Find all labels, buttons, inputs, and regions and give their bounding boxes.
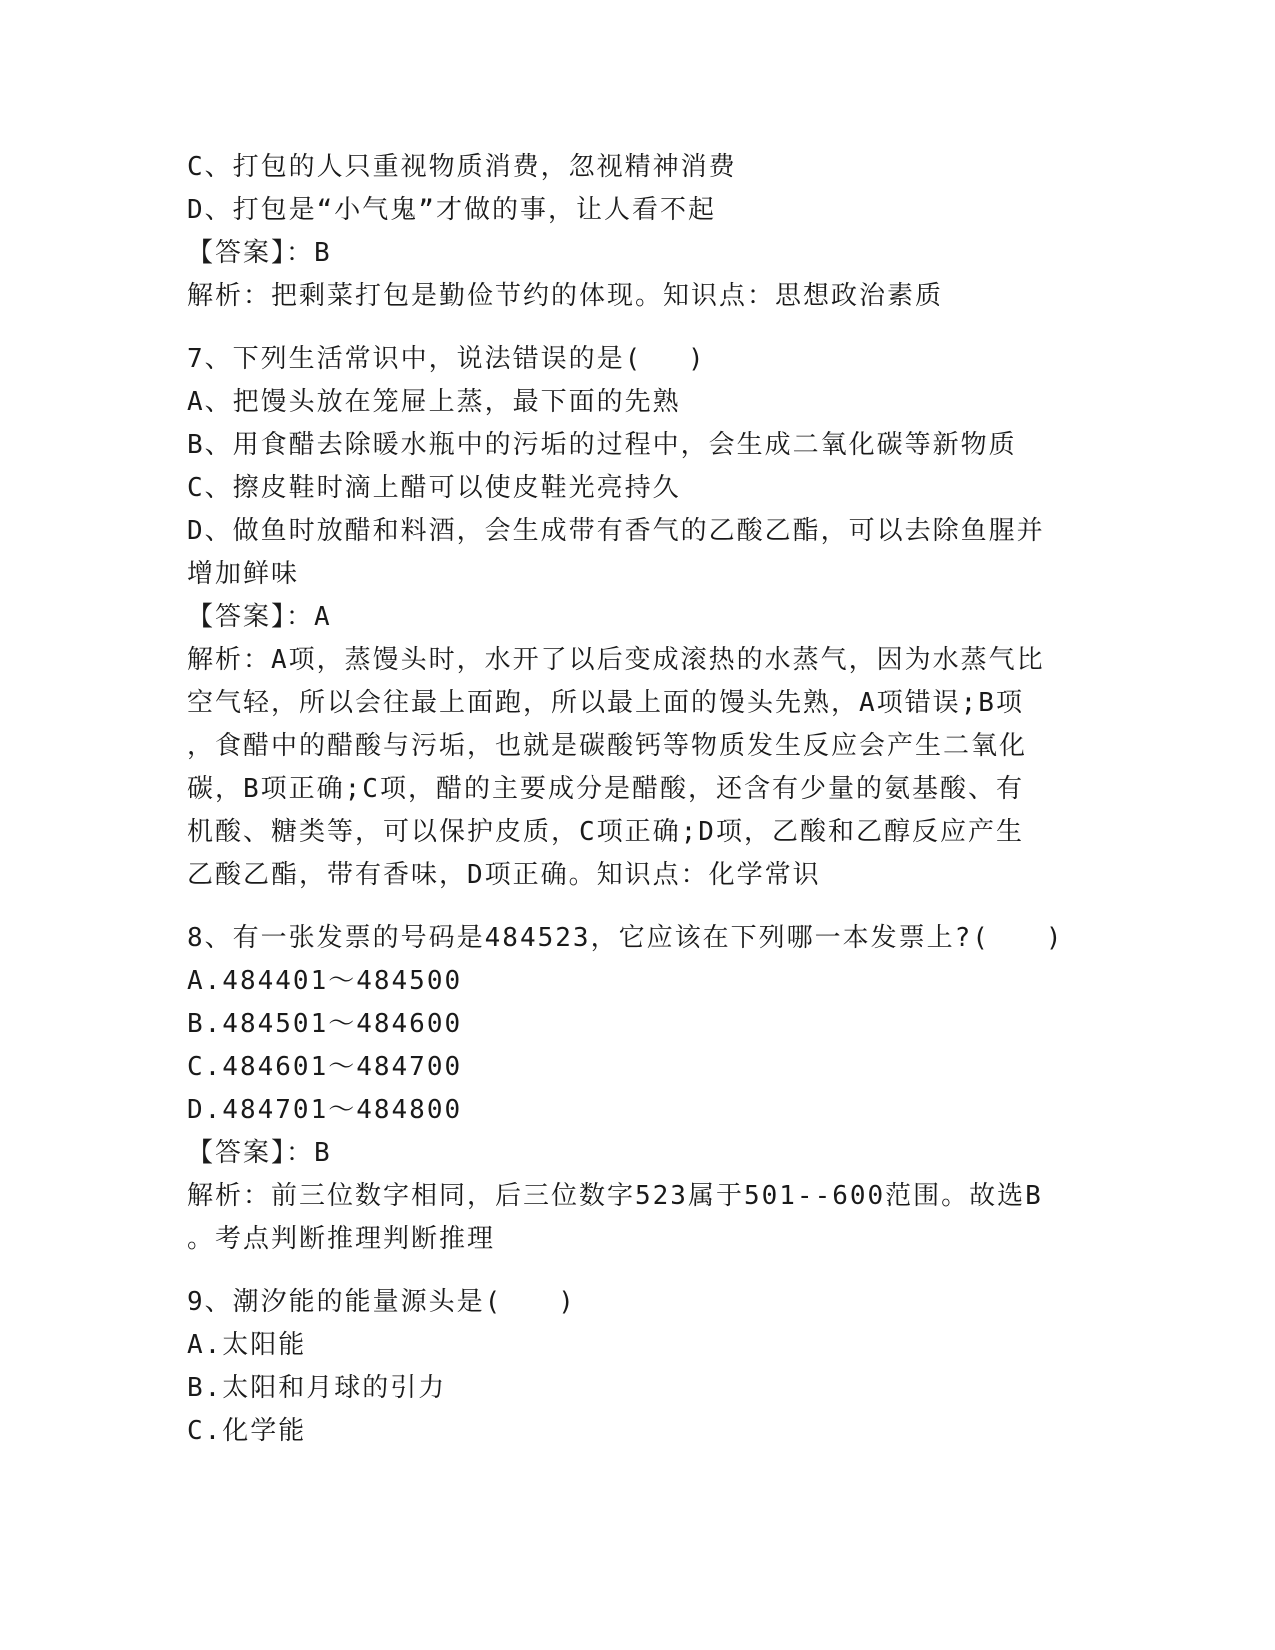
q8-option-c: C.484601～484700 xyxy=(187,1052,463,1082)
q7-option-a: A、把馒头放在笼屉上蒸，最下面的先熟 xyxy=(187,387,681,417)
q7-analysis-line-1: 解析：A项，蒸馒头时，水开了以后变成滚热的水蒸气，因为水蒸气比 xyxy=(187,645,1045,675)
q7-option-c: C、擦皮鞋时滴上醋可以使皮鞋光亮持久 xyxy=(187,473,681,503)
q9-option-a: A.太阳能 xyxy=(187,1330,307,1360)
q9-option-c: C.化学能 xyxy=(187,1416,307,1446)
q7-option-d-cont: 增加鲜味 xyxy=(187,559,300,589)
question-6-tail xyxy=(187,146,1087,318)
q7-answer: 【答案】：A xyxy=(187,602,332,632)
q7-option-b: B、用食醋去除暖水瓶中的污垢的过程中，会生成二氧化碳等新物质 xyxy=(187,430,1017,460)
spacer xyxy=(187,897,1087,917)
q7-option-d: D、做鱼时放醋和料酒，会生成带有香气的乙酸乙酯，可以去除鱼腥并 xyxy=(187,516,1045,546)
q7-analysis-line-6: 乙酸乙酯，带有香味，D项正确。知识点：化学常识 xyxy=(187,860,821,890)
question-9 xyxy=(187,1281,1087,1453)
spacer xyxy=(187,318,1087,338)
q7-analysis-line-4: 碳，B项正确;C项，醋的主要成分是醋酸，还含有少量的氨基酸、有 xyxy=(187,774,1024,804)
q8-analysis-line-1: 解析：前三位数字相同，后三位数字523属于501--600范围。故选B xyxy=(187,1181,1043,1211)
q8-option-a: A.484401～484500 xyxy=(187,966,463,996)
q9-question: 9、潮汐能的能量源头是( ) xyxy=(187,1287,576,1317)
q7-analysis-line-5: 机酸、糖类等，可以保护皮质，C项正确;D项，乙酸和乙醇反应产生 xyxy=(187,817,1024,847)
q8-option-d: D.484701～484800 xyxy=(187,1095,463,1125)
q6-answer: 【答案】：B xyxy=(187,238,332,268)
q6-option-c: C、打包的人只重视物质消费，忽视精神消费 xyxy=(187,152,737,182)
q8-option-b: B.484501～484600 xyxy=(187,1009,463,1039)
question-7 xyxy=(187,338,1087,897)
q7-question: 7、下列生活常识中，说法错误的是( ) xyxy=(187,344,706,374)
spacer xyxy=(187,1261,1087,1281)
q8-question: 8、有一张发票的号码是484523，它应该在下列哪一本发票上?( ) xyxy=(187,923,1064,953)
q8-answer: 【答案】：B xyxy=(187,1138,332,1168)
q6-option-d: D、打包是“小气鬼”才做的事，让人看不起 xyxy=(187,195,716,225)
q6-analysis: 解析：把剩菜打包是勤俭节约的体现。知识点：思想政治素质 xyxy=(187,281,944,311)
q9-option-b: B.太阳和月球的引力 xyxy=(187,1373,447,1403)
q7-analysis-line-2: 空气轻，所以会往最上面跑，所以最上面的馒头先熟，A项错误;B项 xyxy=(187,688,1024,718)
document-page xyxy=(187,146,1087,1453)
q7-analysis-line-3: ，食醋中的醋酸与污垢，也就是碳酸钙等物质发生反应会产生二氧化 xyxy=(187,731,1028,761)
q8-analysis-line-2: 。考点判断推理判断推理 xyxy=(187,1224,496,1254)
question-8 xyxy=(187,917,1087,1261)
